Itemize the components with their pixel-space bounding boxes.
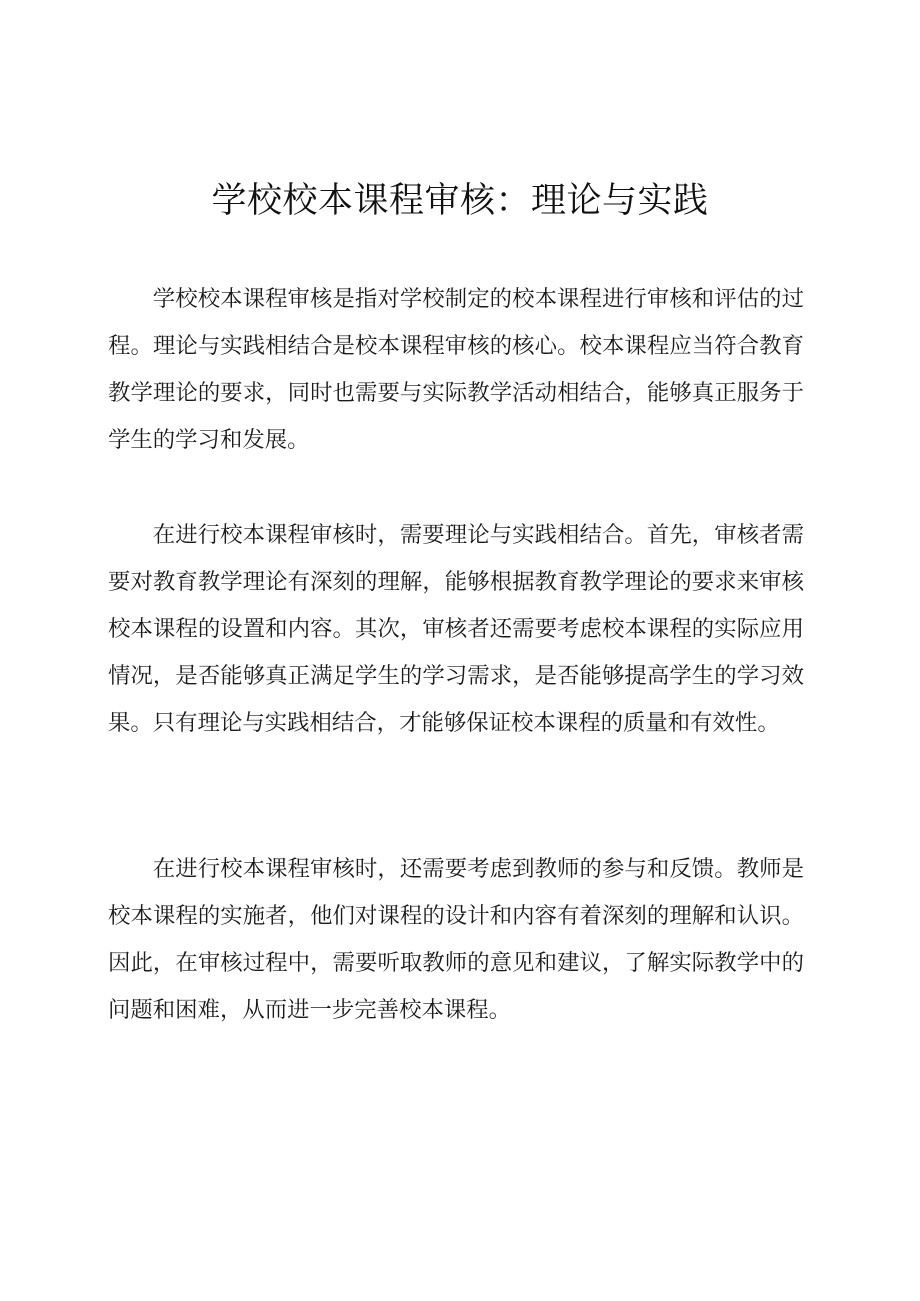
body-paragraph-2: 在进行校本课程审核时，需要理论与实践相结合。首先，审核者需要对教育教学理论有深刻的理解，能够根据教育教学理论的要求来审核校本课程的设置和内容。其次，审核者还需要考虑校本课程的实际应用情况，是否能够真正满足学生的学习需求，是否能够提高学生的学习效果。只有理论与实践相结合，才能够保证校本课程的质量和有效性。 (108, 522, 804, 736)
body-paragraph-3: 在进行校本课程审核时，还需要考虑到教师的参与和反馈。教师是校本课程的实施者，他们对课程的设计和内容有着深刻的理解和认识。因此，在审核过程中，需要听取教师的意见和建议，了解实际教学中的问题和困难，从而进一步完善校本课程。 (108, 856, 804, 1023)
document-title: 学校校本课程审核：理论与实践 (211, 181, 709, 221)
body-paragraph-1: 学校校本课程审核是指对学校制定的校本课程进行审核和评估的过程。理论与实践相结合是校本课程审核的核心。校本课程应当符合教育教学理论的要求，同时也需要与实际教学活动相结合，能够真正服务于学生的学习和发展。 (108, 286, 804, 453)
